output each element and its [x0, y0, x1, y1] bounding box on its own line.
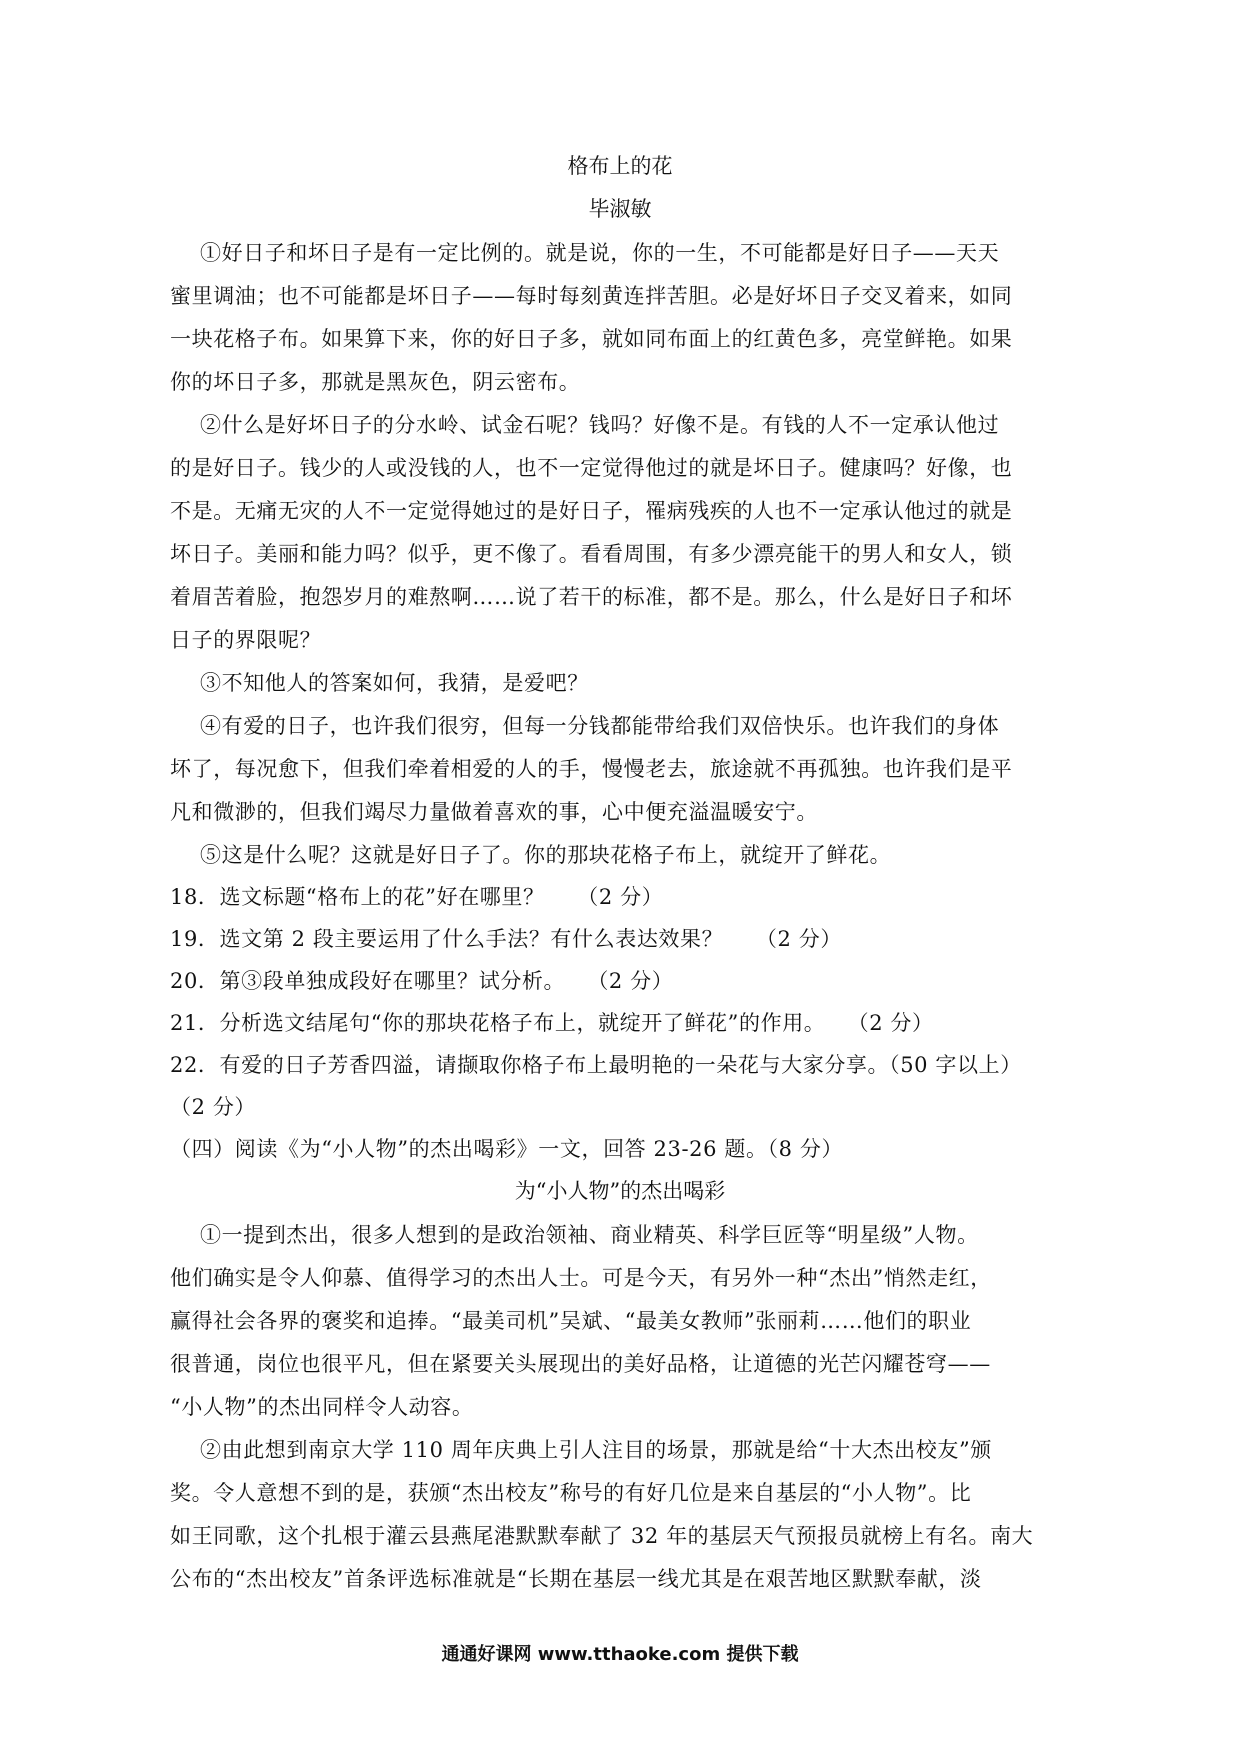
- article1-line: 日子的界限呢？: [170, 628, 322, 652]
- section-heading: （四）阅读《为“小人物”的杰出喝彩》一文，回答 23-26 题。（8 分）: [170, 1137, 844, 1161]
- article2-line: 他们确实是令人仰慕、值得学习的杰出人士。可是今天，有另外一种“杰出”悄然走红，: [170, 1266, 992, 1290]
- article1-line: 的是好日子。钱少的人或没钱的人，也不一定觉得他过的就是坏日子。健康吗？好像，也: [170, 456, 1013, 480]
- article1-line: 着眉苦着脸，抱怨岁月的难熬啊……说了若干的标准，都不是。那么，什么是好日子和坏: [170, 585, 1013, 609]
- article1-line: ③不知他人的答案如何，我猜，是爱吧？: [200, 671, 589, 695]
- article1-line: ⑤这是什么呢？这就是好日子了。你的那块花格子布上，就绽开了鲜花。: [200, 843, 892, 867]
- question-22-score: （2 分）: [170, 1095, 257, 1119]
- article1-line: 坏日子。美丽和能力吗？似乎，更不像了。看看周围，有多少漂亮能干的男人和女人，锁: [170, 542, 1013, 566]
- article-title: 格布上的花: [567, 154, 673, 178]
- article1-line: 一块花格子布。如果算下来，你的好日子多，就如同布面上的红黄色多，亮堂鲜艳。如果: [170, 327, 1013, 351]
- article2-line: ①一提到杰出，很多人想到的是政治领袖、商业精英、科学巨匠等“明星级”人物。: [200, 1223, 979, 1247]
- footer-watermark: 通通好课网 www.tthaoke.com 提供下载: [441, 1644, 799, 1665]
- article1-line: 凡和微渺的，但我们竭尽力量做着喜欢的事，心中便充溢温暖安宁。: [170, 800, 818, 824]
- question-19: 19．选文第 2 段主要运用了什么手法？有什么表达效果？ （2 分）: [170, 927, 842, 951]
- article2-line: 公布的“杰出校友”首条评选标准就是“长期在基层一线尤其是在艰苦地区默默奉献，淡: [170, 1567, 982, 1591]
- question-21: 21．分析选文结尾句“你的那块花格子布上，就绽开了鲜花”的作用。 （2 分）: [170, 1011, 934, 1035]
- article2-line: 奖。令人意想不到的是，获颁“杰出校友”称号的有好几位是来自基层的“小人物”。比: [170, 1481, 972, 1505]
- article1-line: 你的坏日子多，那就是黑灰色，阴云密布。: [170, 370, 581, 394]
- question-20: 20．第③段单独成段好在哪里？试分析。 （2 分）: [170, 969, 674, 993]
- article2-line: 很普通，岗位也很平凡，但在紧要关头展现出的美好品格，让道德的光芒闪耀苍穹——: [170, 1352, 991, 1376]
- article2-line: 如王同歌，这个扎根于灌云县燕尾港默默奉献了 32 年的基层天气预报员就榜上有名。南大: [170, 1524, 1034, 1548]
- article1-line: 不是。无痛无灾的人不一定觉得她过的是好日子，罹病残疾的人也不一定承认他过的就是: [170, 499, 1013, 523]
- article-author: 毕淑敏: [588, 197, 652, 221]
- article1-line: ②什么是好坏日子的分水岭、试金石呢？钱吗？好像不是。有钱的人不一定承认他过: [200, 413, 1000, 437]
- article2-line: ②由此想到南京大学 110 周年庆典上引人注目的场景，那就是给“十大杰出校友”颁: [200, 1438, 992, 1462]
- article1-line: ①好日子和坏日子是有一定比例的。就是说，你的一生，不可能都是好日子——天天: [200, 241, 1000, 265]
- article1-line: 坏了，每况愈下，但我们牵着相爱的人的手，慢慢老去，旅途就不再孤独。也许我们是平: [170, 757, 1013, 781]
- article1-line: ④有爱的日子，也许我们很穷，但每一分钱都能带给我们双倍快乐。也许我们的身体: [200, 714, 1000, 738]
- article2-title: 为“小人物”的杰出喝彩: [514, 1179, 726, 1203]
- question-22: 22．有爱的日子芳香四溢，请撷取你格子布上最明艳的一朵花与大家分享。（50 字以上）: [170, 1053, 1022, 1077]
- article2-line: 赢得社会各界的褒奖和追捧。“最美司机”吴斌、“最美女教师”张丽莉……他们的职业: [170, 1309, 972, 1333]
- question-18: 18．选文标题“格布上的花”好在哪里？ （2 分）: [170, 885, 664, 909]
- article1-line: 蜜里调油；也不可能都是坏日子——每时每刻黄连拌苦胆。必是好坏日子交叉着来，如同: [170, 284, 1013, 308]
- article2-line: “小人物”的杰出同样令人动容。: [170, 1395, 474, 1419]
